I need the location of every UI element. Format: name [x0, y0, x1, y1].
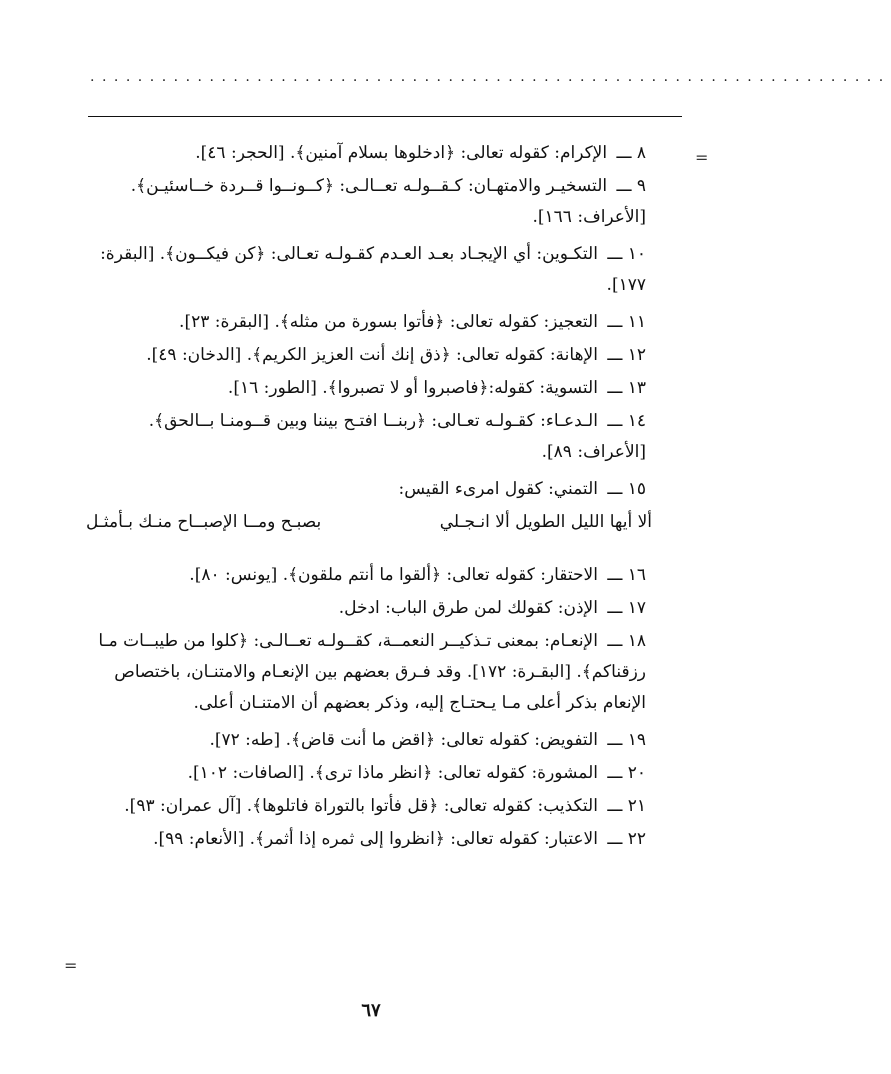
item-text: التسخيـر والامتهـان: كـقــولـه تعــالـى: ﴿كــونــوا قــردة خــاسئيـن﴾. [الأعراف: ١٦٦]. — [130, 176, 646, 227]
item-number: ٢٢ ـــ — [607, 829, 646, 849]
item-number: ٢٠ ـــ — [607, 763, 646, 783]
header-dotted-line: ................................................................... — [90, 69, 891, 85]
poem-second-hemistich: بصبـح ومــا الإصبــاح منـك بـأمثـل — [86, 512, 322, 532]
list-item — [86, 725, 646, 756]
item-text: الإذن: كقولك لمن طرق الباب: ادخل. — [338, 598, 598, 618]
list-item — [86, 626, 646, 719]
list-item — [86, 824, 646, 855]
header-rule — [88, 116, 682, 117]
list-item — [86, 474, 646, 505]
item-number: ١٩ ـــ — [607, 730, 646, 750]
item-number: ١٣ ـــ — [607, 378, 646, 398]
list-item — [86, 171, 646, 233]
list-item — [86, 239, 646, 301]
poem-first-hemistich: ألا أيها الليل الطويل ألا انـجـلي — [439, 512, 652, 532]
page-number: ٦٧ — [361, 1000, 381, 1021]
item-number: ١٢ ـــ — [607, 345, 646, 365]
list-item — [86, 593, 646, 624]
item-number: ١٦ ـــ — [607, 565, 646, 585]
item-text: التمني: كقول امرىء القيس: — [398, 479, 598, 499]
item-number: ١٧ ـــ — [607, 598, 646, 618]
item-number: ٩ ـــ — [616, 176, 646, 196]
item-text: التكـوين: أي الإيجـاد بعـد العـدم كقـولـه تعـالى: ﴿كن فيكــون﴾. [البقرة: ١٧٧]. — [100, 244, 646, 295]
list-item — [86, 758, 646, 789]
item-number: ١٤ ـــ — [607, 411, 646, 431]
list-item — [86, 340, 646, 371]
margin-mark-bottom: = — [64, 956, 78, 975]
poem-verse — [86, 507, 652, 538]
margin-mark-top: = — [695, 148, 709, 167]
item-number: ٨ ـــ — [616, 143, 646, 163]
list-item — [86, 373, 646, 404]
item-text: الاعتبار: كقوله تعالى: ﴿انظروا إلى ثمره إذا أثمر﴾. [الأنعام: ٩٩]. — [153, 829, 598, 849]
list-item — [86, 307, 646, 338]
list-item — [86, 791, 646, 822]
item-text: الإنعـام: بمعنى تـذكيــر النعمــة، كقــولـه تعــالـى: ﴿كلوا من طيبــات مـا رزقناكم﴾. [البقـرة: ١٧٢]. وقد فـرق بعضهم بين الإنعـام والامتنـان، باختصاص الإنعام بذكر أعلى مـا يـحتـاج إليه، وذكر بعضهم أن الامتنـان أعلى. — [98, 631, 646, 713]
item-text: التكذيب: كقوله تعالى: ﴿قل فأتوا بالتوراة فاتلوها﴾. [آل عمران: ٩٣]. — [124, 796, 598, 816]
item-number: ١١ ـــ — [607, 312, 646, 332]
item-text: التسوية: كقوله:﴿فاصبروا أو لا تصبروا﴾. [الطور: ١٦]. — [227, 378, 598, 398]
item-text: التفويض: كقوله تعالى: ﴿اقض ما أنت قاض﴾. [طه: ٧٢]. — [209, 730, 598, 750]
list-item — [86, 560, 646, 591]
item-text: الإهانة: كقوله تعالى: ﴿ذق إنك أنت العزيز الكريم﴾. [الدخان: ٤٩]. — [146, 345, 598, 365]
item-text: المشورة: كقوله تعالى: ﴿انظر ماذا ترى﴾. [الصافات: ١٠٢]. — [187, 763, 598, 783]
page-body — [86, 138, 652, 857]
list-item — [86, 138, 646, 169]
item-text: الإكرام: كقوله تعالى: ﴿ادخلوها بسلام آمنين﴾. [الحجر: ٤٦]. — [195, 143, 608, 163]
item-number: ١٥ ـــ — [607, 479, 646, 499]
item-number: ١٨ ـــ — [607, 631, 646, 651]
item-number: ١٠ ـــ — [607, 244, 646, 264]
item-number: ٢١ ـــ — [607, 796, 646, 816]
item-text: الاحتقار: كقوله تعالى: ﴿ألقوا ما أنتم ملقون﴾. [يونس: ٨٠]. — [189, 565, 598, 585]
item-text: التعجيز: كقوله تعالى: ﴿فأتوا بسورة من مثله﴾. [البقرة: ٢٣]. — [179, 312, 598, 332]
list-item — [86, 406, 646, 468]
item-text: الـدعـاء: كقـولـه تعـالى: ﴿ربنــا افتـح بيننا وبين قــومنـا بــالحق﴾. [الأعراف: ٨٩]. — [148, 411, 646, 462]
